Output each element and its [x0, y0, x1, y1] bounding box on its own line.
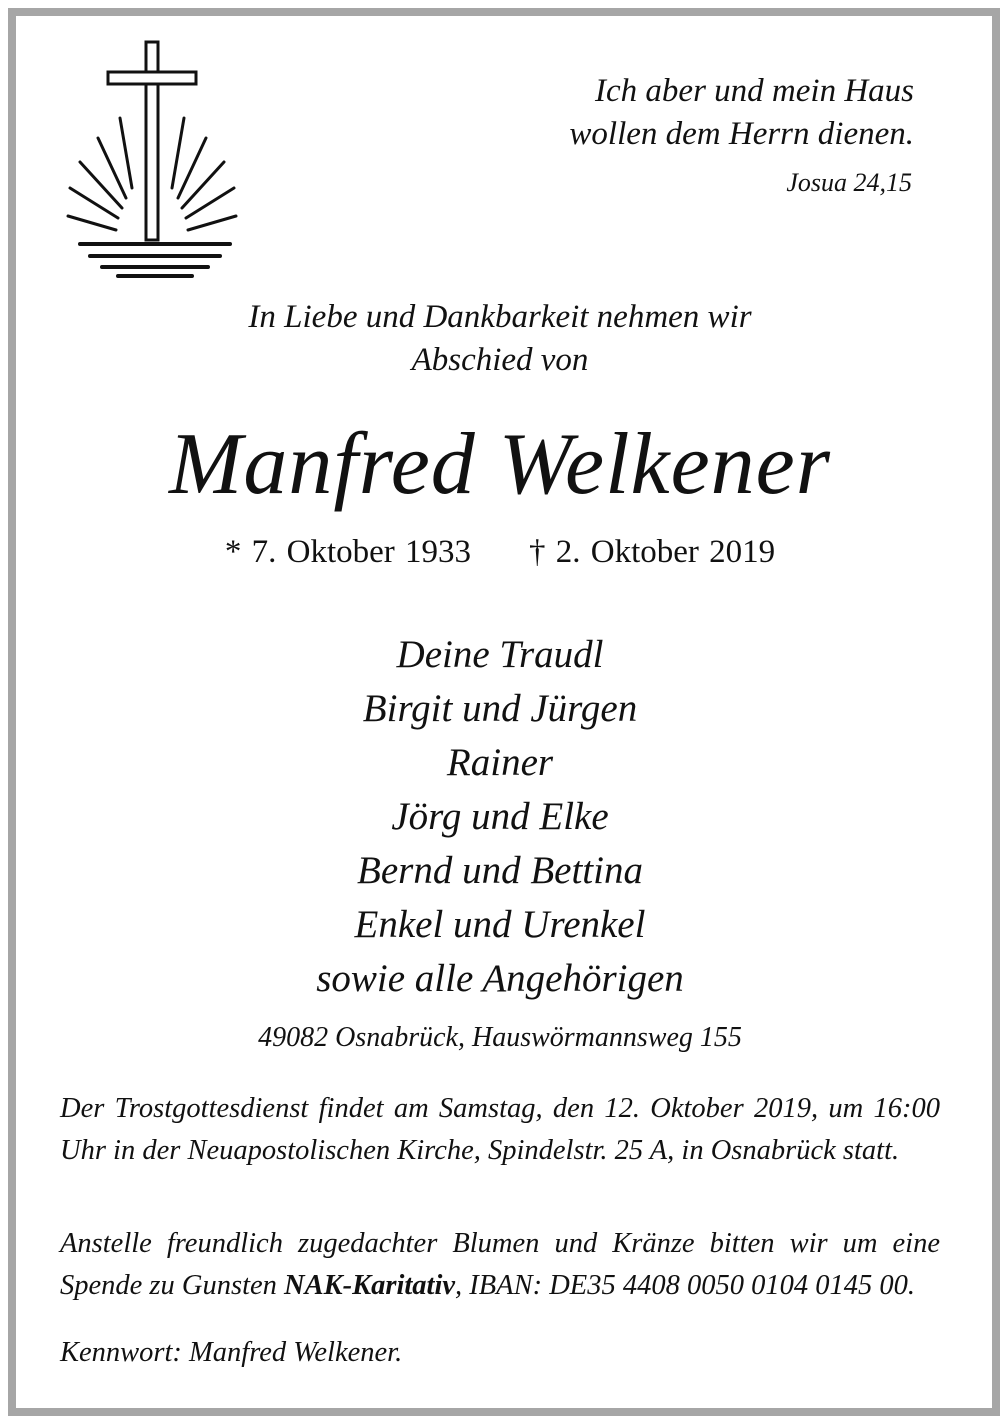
donation-text-before: Anstelle freundlich zugedachter Blumen und Kränze bitten wir um eine Spende zu Gunsten — [60, 1228, 940, 1301]
family-address: 49082 Osnabrück, Hauswörmannsweg 155 — [258, 1022, 742, 1053]
donation-text-after: , IBAN: DE35 4408 0050 0104 0145 00. — [455, 1270, 915, 1301]
life-dates — [0, 534, 1000, 571]
birth-date: * 7. Oktober 1933 — [224, 534, 471, 570]
verse-line-1: Ich aber und mein Haus — [595, 73, 914, 109]
donation-notice — [60, 1223, 940, 1307]
deceased-name: Manfred Welkener — [169, 416, 831, 513]
intro-line-1: In Liebe und Dankbarkeit nehmen wir — [248, 299, 752, 335]
verse-line-2: wollen dem Herrn dienen. — [569, 116, 914, 152]
intro-text — [0, 296, 1000, 382]
service-notice: Der Trostgottesdienst findet am Samstag, den 12. Oktober 2019, um 16:00 Uhr in der Neuapostolischen Kirche, Spindelstr. 25 A, in Osnabrück statt. — [60, 1093, 940, 1166]
mourner-line: Birgit und Jürgen — [362, 687, 638, 730]
mourner-line: Bernd und Bettina — [357, 849, 643, 892]
kennwort: Kennwort: Manfred Welkener. — [60, 1337, 403, 1368]
mourner-line: Rainer — [446, 741, 554, 784]
bible-verse — [569, 70, 914, 156]
donation-organization: NAK-Karitativ — [284, 1270, 456, 1301]
intro-line-2: Abschied von — [411, 342, 589, 378]
verse-reference: Josua 24,15 — [786, 168, 912, 197]
mourner-line: Jörg und Elke — [391, 795, 609, 838]
mourner-line: sowie alle Angehörigen — [316, 957, 684, 1000]
death-date: † 2. Oktober 2019 — [529, 534, 776, 570]
mourners-list — [0, 628, 1000, 1006]
mourner-line: Enkel und Urenkel — [354, 903, 646, 946]
mourner-line: Deine Traudl — [396, 633, 604, 676]
cross-rising-sun-emblem-icon — [60, 38, 250, 278]
